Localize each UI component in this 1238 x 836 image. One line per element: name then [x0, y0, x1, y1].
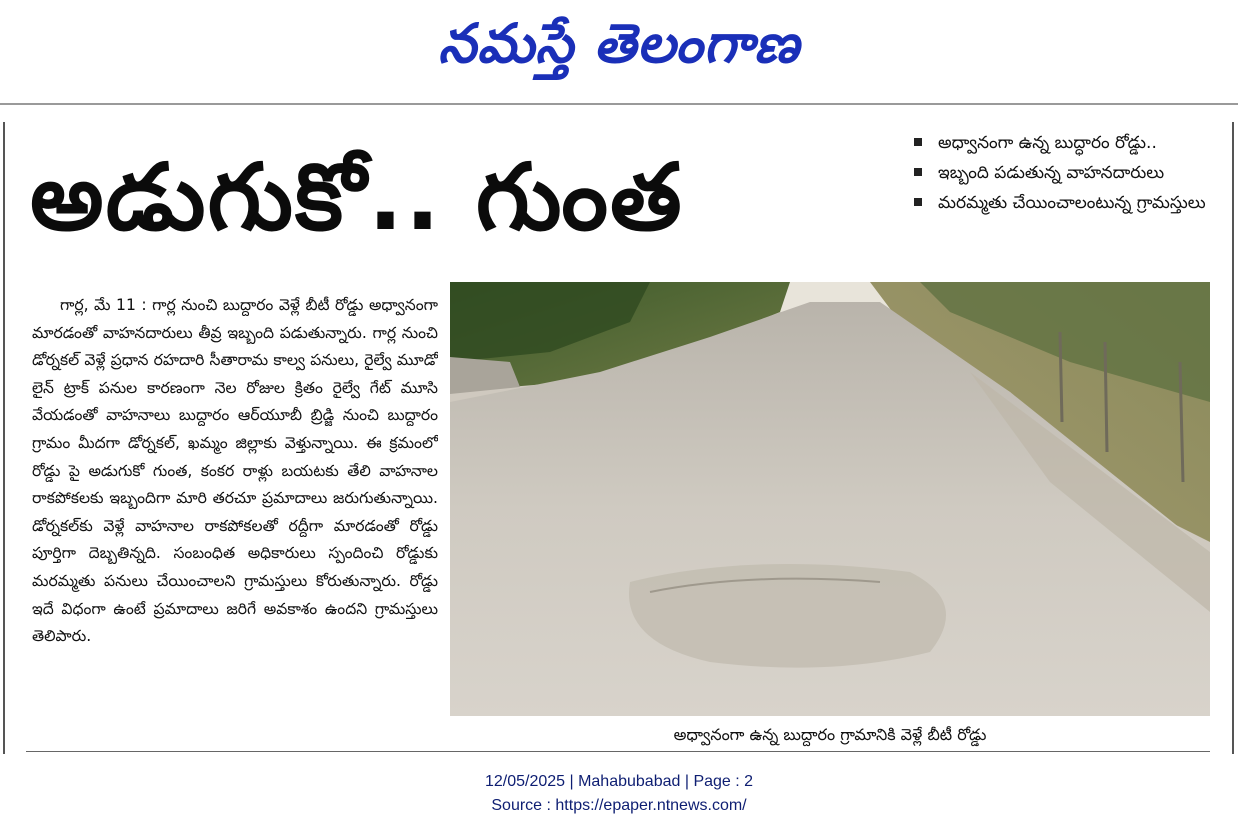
- footer-source-link[interactable]: Source : https://epaper.ntnews.com/: [491, 797, 747, 814]
- subheading-text: అధ్వానంగా ఉన్న బుద్ధారం రోడ్డు..: [938, 133, 1157, 153]
- square-bullet-icon: [914, 198, 922, 206]
- article-body: గార్ల, మే 11 : గార్ల నుంచి బుద్దారం వెళ్లే బీటీ రోడ్డు అధ్వానంగా మారడంతో వాహనదారులు తీవ్ర ఇబ్బంది పడుతున్నారు. గార్ల నుంచి డోర్నకల్ వెళ్లే ప్రధాన రహదారి సీతారామ కాల్వ పనులు, రైల్వే మూడో లైన్ ట్రాక్ పనుల కారణంగా నెల రోజుల క్రితం రైల్వే గేట్ మూసి వేయడంతో వాహనాలు బుద్దారం ఆర్‌యూబీ బ్రిడ్జి నుంచి బుద్దారం గ్రామం మీదగా డోర్నకల్, ఖమ్మం జిల్లాకు వెళ్తున్నాయి. ఈ క్రమంలో రోడ్డు పై అడుగుకో గుంత, కంకర రాళ్లు బయటకు తేలి వాహనాల రాకపోకలకు ఇబ్బందిగా మారి తరచూ ప్రమాదాలు జరుగుతున్నాయి. డోర్నకల్‌కు వెళ్లే వాహనాల రాకపోకలతో రద్దీగా మారడంతో రోడ్డు పూర్తిగా దెబ్బతిన్నది. సంబంధిత అధికారులు స్పందించి రోడ్డుకు మరమ్మతు పనులు చేయించాలని గ్రామస్తులు కోరుతున్నారు. రోడ్డు ఇదే విధంగా ఉంటే ప్రమాదాలు జరిగే అవకాశం ఉందని గ్రామస్తులు తెలిపారు.: [32, 296, 438, 646]
- subheading-bullet: [908, 128, 1228, 158]
- page-footer: [0, 770, 1238, 818]
- road-photo: [450, 282, 1210, 716]
- subheading-bullet: [908, 188, 1228, 218]
- photo-caption: అధ్వానంగా ఉన్న బుద్దారం గ్రామానికి వెళ్లే బీటీ రోడ్డు: [673, 725, 987, 744]
- subheading-text: ఇబ్బంది పడుతున్న వాహనదారులు: [938, 163, 1165, 183]
- article-bottom-rule: [26, 751, 1210, 752]
- subheading-text: మరమ్మతు చేయించాలంటున్న గ్రామస్తులు: [938, 193, 1206, 213]
- article-frame-left: [3, 122, 5, 754]
- article-frame-right: [1232, 122, 1234, 754]
- square-bullet-icon: [914, 168, 922, 176]
- article-headline: అడుగుకో.. గుంత: [30, 144, 684, 251]
- square-bullet-icon: [914, 138, 922, 146]
- newspaper-logo: నమస్తే తెలంగాణ: [438, 12, 800, 75]
- subheading-bullet: [908, 158, 1228, 188]
- masthead: [0, 0, 1238, 100]
- footer-edition-info: 12/05/2025 | Mahabubabad | Page : 2: [484, 773, 754, 790]
- subheading-bullets: [908, 128, 1228, 218]
- masthead-divider: [0, 103, 1238, 105]
